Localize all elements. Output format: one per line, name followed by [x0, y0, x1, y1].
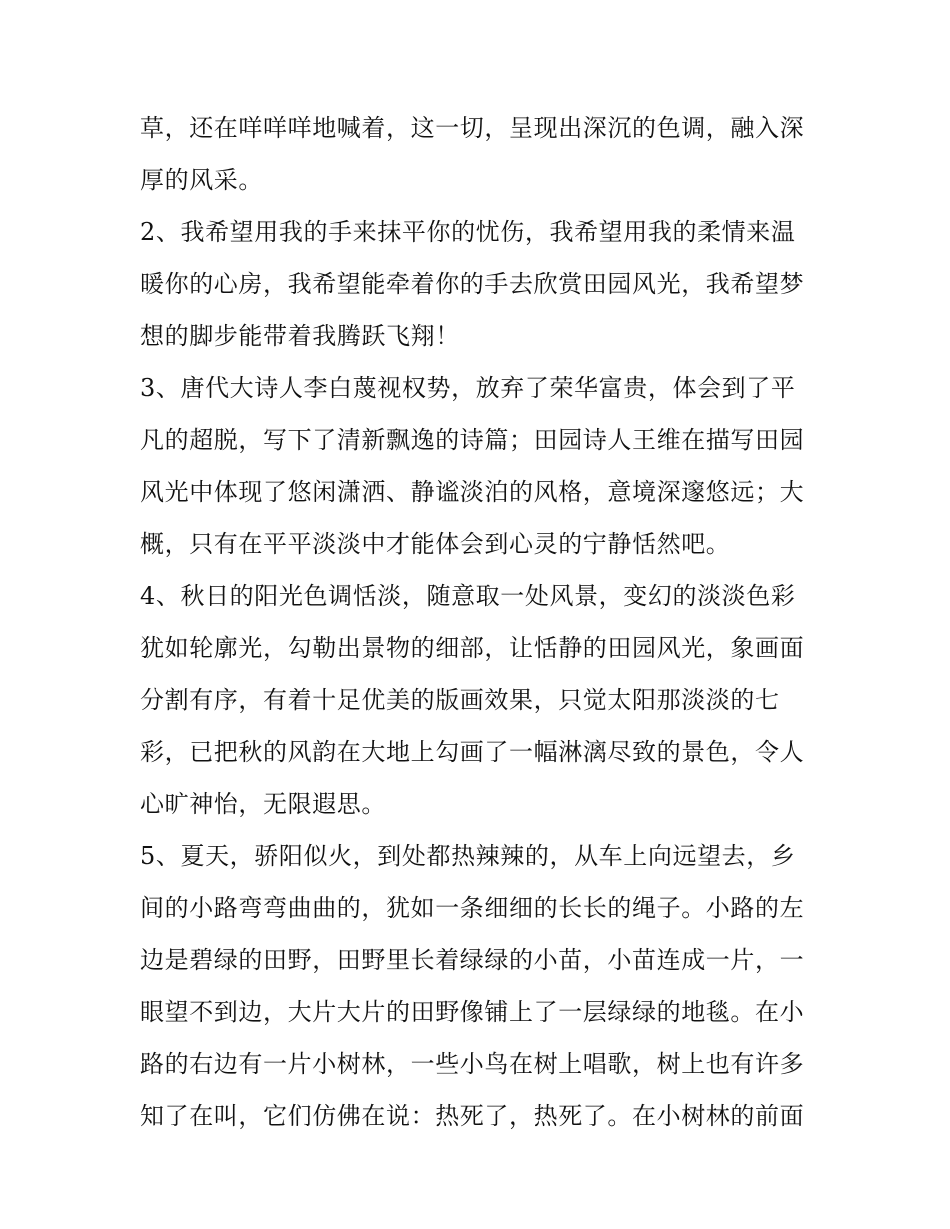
- text-line: 3、唐代大诗人李白蔑视权势，放弃了荣华富贵，体会到了平: [140, 374, 796, 402]
- text-line: 5、夏天，骄阳似火，到处都热辣辣的，从车上向远望去，乡: [140, 842, 796, 870]
- text-line: 草，还在咩咩咩地喊着，这一切，呈现出深沉的色调，融入深: [140, 114, 805, 142]
- text-line: 间的小路弯弯曲曲的，犹如一条细细的长长的绳子。小路的左: [140, 894, 805, 922]
- text-line: 想的脚步能带着我腾跃飞翔！: [140, 322, 460, 350]
- text-line: 概，只有在平平淡淡中才能体会到心灵的宁静恬然吧。: [140, 530, 731, 558]
- text-line: 心旷神怡，无限遐思。: [140, 790, 386, 818]
- text-line: 厚的风采。: [140, 166, 263, 194]
- text-line: 暖你的心房，我希望能牵着你的手去欣赏田园风光，我希望梦: [140, 270, 805, 298]
- body-text: [140, 102, 820, 1142]
- text-line: 边是碧绿的田野，田野里长着绿绿的小苗，小苗连成一片，一: [140, 946, 805, 974]
- text-line: 犹如轮廓光，勾勒出景物的细部，让恬静的田园风光，象画面: [140, 634, 805, 662]
- text-line: 分割有序，有着十足优美的版画效果，只觉太阳那淡淡的七: [140, 686, 780, 714]
- text-line: 凡的超脱，写下了清新飘逸的诗篇；田园诗人王维在描写田园: [140, 426, 805, 454]
- text-line: 眼望不到边，大片大片的田野像铺上了一层绿绿的地毯。在小: [140, 998, 805, 1026]
- text-line: 知了在叫，它们仿佛在说：热死了，热死了。在小树林的前面: [140, 1102, 805, 1130]
- text-line: 4、秋日的阳光色调恬淡，随意取一处风景，变幻的淡淡色彩: [140, 582, 796, 610]
- text-line: 2、我希望用我的手来抹平你的忧伤，我希望用我的柔情来温: [140, 218, 796, 246]
- text-line: 路的右边有一片小树林，一些小鸟在树上唱歌，树上也有许多: [140, 1050, 805, 1078]
- text-line: 风光中体现了悠闲潇洒、静谧淡泊的风格，意境深邃悠远；大: [140, 478, 805, 506]
- text-line: 彩，已把秋的风韵在大地上勾画了一幅淋漓尽致的景色，令人: [140, 738, 805, 766]
